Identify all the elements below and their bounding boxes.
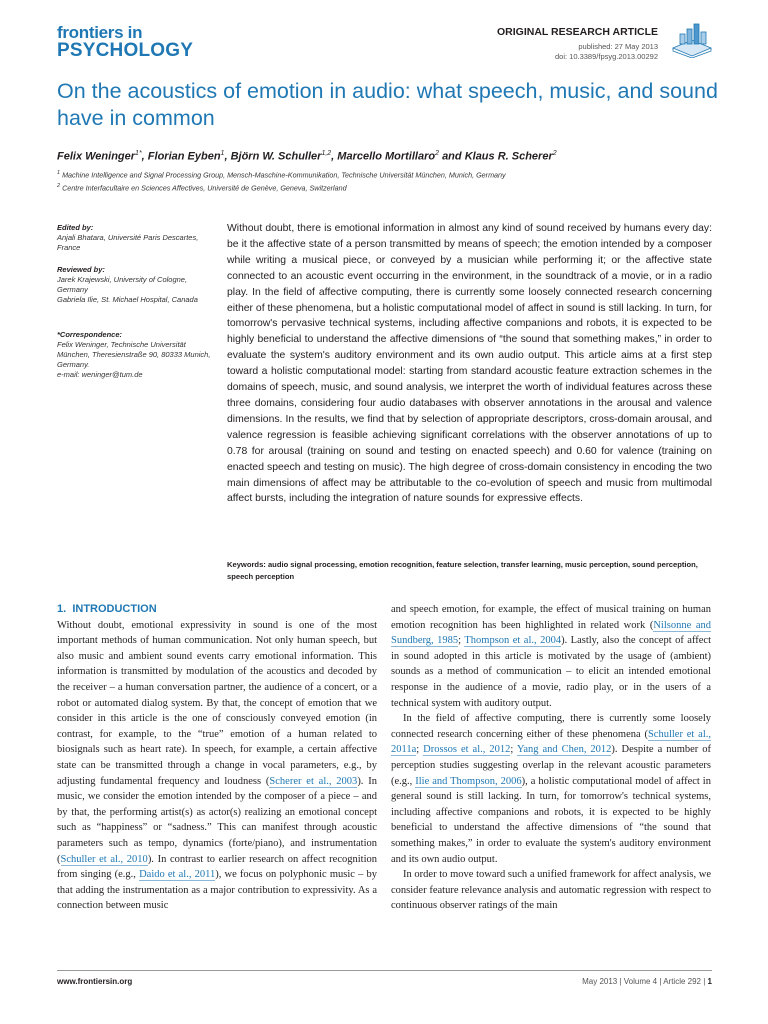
affiliation-text: Machine Intelligence and Signal Processing Group, Mensch-Maschine-Kommunikation, Technische Universität München, Munich, Germany xyxy=(62,170,506,180)
citation-link[interactable]: Schuller et al., 2011a xyxy=(391,728,711,756)
edited-by-label: Edited by: xyxy=(57,223,94,232)
editor-text: Anjali Bhatara, Université Paris Descartes, France xyxy=(57,233,199,252)
author-name[interactable]: Marcello Mortillaro xyxy=(337,150,436,163)
author-name[interactable]: Felix Weninger xyxy=(57,150,136,163)
page-number: 1 xyxy=(707,977,712,986)
reviewed-by-block xyxy=(57,265,217,305)
reviewer-text: Jarek Krajewski, University of Cologne, Germany xyxy=(57,275,188,294)
affiliation-number: 2 xyxy=(57,183,61,189)
author-name[interactable]: Björn W. Schuller xyxy=(230,150,322,163)
affiliation-1 xyxy=(57,170,506,179)
citation-link[interactable]: Drossos et al., 2012 xyxy=(423,744,511,756)
affiliation-number: 1 xyxy=(57,170,61,176)
article-type: ORIGINAL RESEARCH ARTICLE xyxy=(496,26,658,38)
author-affiliation-mark: 2 xyxy=(435,150,439,157)
footer-citation xyxy=(582,977,712,986)
paragraph: In the field of affective computing, there is currently some loosely connected research concerning either of these phenomena (Schuller et al., 2011a; Drossos et al., 2012; Yang and Chen, 2012). Despite a number of perception studies suggesting overlap in the relevant acoustic parameters (e.g., Ilie and Thompson, 2006), a holistic computational model of affect in general sound is still lacking. In turn, for tomorrow's technical systems, including affective companions and robots, it is expected to be highly beneficial to understand the affective dimensions of “the sound that something makes,” in order to evaluate the system's auditory environment and its own audio output. xyxy=(391,713,711,865)
paragraph: In order to move toward such a unified framework for affect analysis, we consider feature relevance analysis and automatic regression with respect to continuous observer ratings of the main xyxy=(391,869,711,912)
keywords-label: Keywords: xyxy=(227,560,266,569)
citation-link[interactable]: Scherer et al., 2003 xyxy=(269,775,358,787)
citation-link[interactable]: Ilie and Thompson, 2006 xyxy=(415,775,522,787)
left-column xyxy=(57,602,377,914)
author-name[interactable]: Florian Eyben xyxy=(147,150,221,163)
published-date: published: 27 May 2013 xyxy=(578,42,658,51)
section-heading xyxy=(57,602,377,618)
authors-conjunction: and xyxy=(442,150,462,163)
correspondence-text: Felix Weninger, Technische Universität München, Theresienstraße 90, 80333 Munich, Germany. xyxy=(57,340,211,369)
author-affiliation-mark: 1,2 xyxy=(321,150,332,157)
journal-logo-line1: frontiers in xyxy=(57,23,143,42)
publication-info xyxy=(555,42,658,61)
author-affiliation-mark: 1 xyxy=(220,150,225,157)
section-title: INTRODUCTION xyxy=(72,603,157,615)
journal-website-link[interactable]: www.frontiersin.org xyxy=(57,977,133,986)
abstract: Without doubt, there is emotional information in almost any kind of sound received by humans every day: be it the affective state of a person transmitted by means of speech; the emotion intended by a composer while writing a musical piece, or conveyed by a musician while performing it; or the affective state connected to an acoustic event occurring in the environment, in the soundtrack of a movie, or in a radio play. In the field of affective computing, there is currently some loosely connected research concerning either of these phenomena, but a holistic computational model of affect in sound is still lacking. In turn, for tomorrow's pervasive technical systems, including affective companions and robots, it is expected to be highly beneficial to understand the affective dimensions of “the sound that something makes,” in order to evaluate the system's auditory environment and its own audio output. This article aims at a first step toward a holistic computational model: starting from standard acoustic feature extraction schemes in the domains of speech, music, and sound analysis, we interpret the worth of individual features across these three domains, considering four audio databases with observer annotations in the arousal and valence dimensions. In the results, we find that by selection of appropriate descriptors, cross-domain arousal, and valence regression is feasible achieving significant correlations with the observer annotations of up to 0.78 for arousal (training on sound and testing on enacted speech) and 0.60 for valence (training on enacted speech and testing on music). The high degree of cross-domain consistency in encoding the two main dimensions of affect may be attributable to the co-evolution of speech and music from multimodal affect bursts, including the integration of nature sounds for expressive effects. xyxy=(227,223,712,505)
affiliation-text: Centre Interfacultaire en Sciences Affectives, Université de Genève, Geneva, Switzerland xyxy=(62,183,347,193)
paragraph: and speech emotion, for example, the effect of musical training on human emotion recognition has been highlighted in related work (Nilsonne and Sundberg, 1985; Thompson et al., 2004). Lastly, also the concept of affect in sound adopted in this article is motivated by the usage of (ambient) sounds as a method of communication – to elicit an intended emotional response in the audience of a movie, radio play, or in the users of a technical system with auditory output. xyxy=(391,604,712,709)
reviewed-by-label: Reviewed by: xyxy=(57,265,105,274)
right-column xyxy=(391,602,711,914)
affiliation-2 xyxy=(57,183,347,192)
citation-link[interactable]: Thompson et al., 2004 xyxy=(464,635,562,647)
footer-divider xyxy=(57,970,712,971)
citation-info: May 2013 | Volume 4 | Article 292 | xyxy=(582,977,706,986)
author-affiliation-mark: 1* xyxy=(135,150,142,157)
correspondence-block xyxy=(57,330,217,380)
citation-link[interactable]: Yang and Chen, 2012 xyxy=(516,744,612,756)
author-affiliation-mark: 2 xyxy=(552,150,557,157)
citation-link[interactable]: Schuller et al., 2010 xyxy=(60,853,148,865)
reviewer-text: Gabriela Ilie, St. Michael Hospital, Canada xyxy=(57,295,198,304)
citation-link[interactable]: Nilsonne and Sundberg, 1985 xyxy=(391,619,711,647)
frontiers-cube-icon xyxy=(669,20,715,58)
edited-by-block xyxy=(57,223,217,253)
keywords-list: audio signal processing, emotion recognition, feature selection, transfer learning, music perception, sound perception, speech perception xyxy=(227,560,698,581)
journal-logo-line2: PSYCHOLOGY xyxy=(57,40,194,61)
citation-link[interactable]: Daido et al., 2011 xyxy=(139,869,216,881)
author-name[interactable]: Klaus R. Scherer xyxy=(464,150,553,163)
keywords xyxy=(227,559,712,582)
article-title: On the acoustics of emotion in audio: what speech, music, and sound have in common xyxy=(57,79,718,130)
correspondence-email[interactable]: e-mail: weninger@tum.de xyxy=(57,370,143,379)
author-list: Felix Weninger$^{1*}$, Florian Eyben$^1$, Björn W. Schuller$^{1,2}$, Marcello Mortillaro$^2$ and Klaus R. Scherer$^2$ xyxy=(57,150,557,163)
section-number: 1. xyxy=(57,603,67,615)
doi: doi: 10.3389/fpsyg.2013.00292 xyxy=(554,51,658,61)
paragraph: Without doubt, emotional expressivity in sound is one of the most important methods of human communication. Not only human speech, but also music and ambient sound events carry emotional information. This information is transmitted by modulation of the acoustics and decoded by the receiver – a human conversation partner, the audience of a concert, or a robot or automated dialog system. By that, the concept of emotion that we consider in this article is the one of consciously conveyed emotion (in contrast, for example, to the “true” emotion of a human related to biosignals such as heart rate). In speech, for example, a certain affective state can be transmitted through a change in vocal parameters, e.g., by adjusting fundamental frequency and loudness (Scherer et al., 2003). In music, we consider the emotion intended by the composer of a piece – and by that, the performing artist(s) as actor(s) realizing an emotional concept such as “happiness” or “sadness.” This can manifest through acoustic parameters such as tempo, dynamics (forte/piano), and instrumentation (Schuller et al., 2010). In contrast to earlier research on affect recognition from singing (e.g., Daido et al., 2011), we focus on polyphonic music – by that adding the instrumentation as a major contribution to expressivity. As a connection between music xyxy=(57,619,377,912)
correspondence-label: *Correspondence: xyxy=(57,330,123,339)
